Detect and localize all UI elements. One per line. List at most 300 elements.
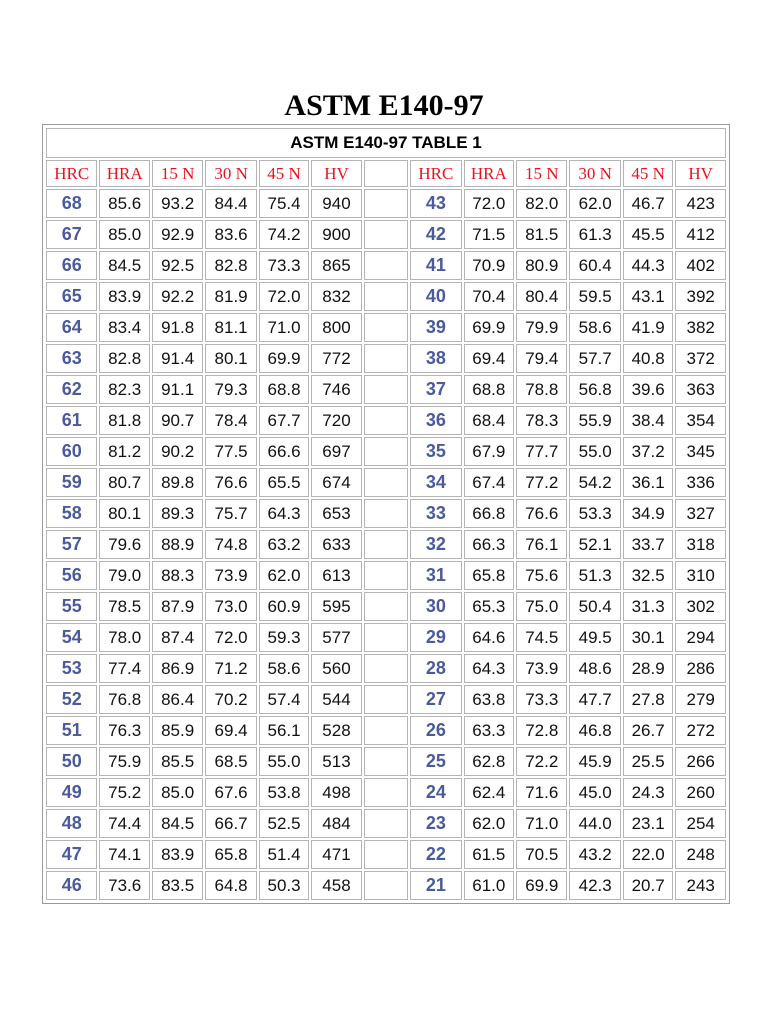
left-30n-cell: 65.8 — [205, 840, 256, 869]
gap-cell — [364, 716, 408, 745]
right-45n-cell: 45.5 — [623, 220, 673, 249]
header-gap — [364, 160, 408, 187]
right-30n-cell: 58.6 — [569, 313, 620, 342]
left-hv-cell: 471 — [311, 840, 361, 869]
right-hrc-cell: 24 — [410, 778, 461, 807]
left-hv-cell: 800 — [311, 313, 361, 342]
right-45n-cell: 46.7 — [623, 189, 673, 218]
right-hrc-cell: 41 — [410, 251, 461, 280]
right-45n-cell: 28.9 — [623, 654, 673, 683]
right-15n-cell: 69.9 — [516, 871, 567, 900]
left-hrc-cell: 62 — [46, 375, 97, 404]
right-30n-cell: 57.7 — [569, 344, 620, 373]
left-hrc-cell: 56 — [46, 561, 97, 590]
left-15n-cell: 86.9 — [152, 654, 203, 683]
left-30n-cell: 76.6 — [205, 468, 256, 497]
right-45n-cell: 36.1 — [623, 468, 673, 497]
right-45n-cell: 37.2 — [623, 437, 673, 466]
left-30n-cell: 67.6 — [205, 778, 256, 807]
gap-cell — [364, 406, 408, 435]
gap-cell — [364, 778, 408, 807]
left-15n-cell: 88.3 — [152, 561, 203, 590]
right-hra-cell: 68.4 — [464, 406, 514, 435]
table-row — [46, 437, 726, 466]
right-hra-cell: 67.4 — [464, 468, 514, 497]
left-hrc-cell: 63 — [46, 344, 97, 373]
left-45n-cell: 66.6 — [259, 437, 309, 466]
gap-cell — [364, 623, 408, 652]
right-15n-cell: 76.6 — [516, 499, 567, 528]
header-hv-right: HV — [675, 160, 726, 187]
right-hrc-cell: 21 — [410, 871, 461, 900]
left-15n-cell: 83.9 — [152, 840, 203, 869]
right-hrc-cell: 37 — [410, 375, 461, 404]
left-hra-cell: 79.6 — [99, 530, 149, 559]
gap-cell — [364, 468, 408, 497]
right-30n-cell: 47.7 — [569, 685, 620, 714]
left-hv-cell: 513 — [311, 747, 361, 776]
gap-cell — [364, 437, 408, 466]
right-hrc-cell: 26 — [410, 716, 461, 745]
right-hv-cell: 363 — [675, 375, 726, 404]
left-hrc-cell: 53 — [46, 654, 97, 683]
right-45n-cell: 24.3 — [623, 778, 673, 807]
table-row — [46, 375, 726, 404]
right-hrc-cell: 22 — [410, 840, 461, 869]
left-15n-cell: 87.9 — [152, 592, 203, 621]
right-30n-cell: 43.2 — [569, 840, 620, 869]
gap-cell — [364, 654, 408, 683]
right-hrc-cell: 28 — [410, 654, 461, 683]
left-hra-cell: 85.0 — [99, 220, 149, 249]
right-hra-cell: 68.8 — [464, 375, 514, 404]
left-45n-cell: 75.4 — [259, 189, 309, 218]
table-row — [46, 592, 726, 621]
right-hrc-cell: 30 — [410, 592, 461, 621]
right-30n-cell: 42.3 — [569, 871, 620, 900]
right-hra-cell: 69.9 — [464, 313, 514, 342]
left-30n-cell: 78.4 — [205, 406, 256, 435]
table-row — [46, 499, 726, 528]
right-hra-cell: 64.3 — [464, 654, 514, 683]
right-hra-cell: 62.4 — [464, 778, 514, 807]
left-45n-cell: 64.3 — [259, 499, 309, 528]
left-hra-cell: 74.1 — [99, 840, 149, 869]
left-45n-cell: 69.9 — [259, 344, 309, 373]
left-30n-cell: 75.7 — [205, 499, 256, 528]
right-30n-cell: 51.3 — [569, 561, 620, 590]
header-hrc-left: HRC — [46, 160, 97, 187]
right-hra-cell: 61.0 — [464, 871, 514, 900]
left-45n-cell: 59.3 — [259, 623, 309, 652]
left-hv-cell: 560 — [311, 654, 361, 683]
left-15n-cell: 89.8 — [152, 468, 203, 497]
left-15n-cell: 84.5 — [152, 809, 203, 838]
right-hv-cell: 294 — [675, 623, 726, 652]
left-45n-cell: 52.5 — [259, 809, 309, 838]
right-hv-cell: 272 — [675, 716, 726, 745]
right-hv-cell: 336 — [675, 468, 726, 497]
left-hra-cell: 76.8 — [99, 685, 149, 714]
table-row — [46, 561, 726, 590]
right-hv-cell: 345 — [675, 437, 726, 466]
left-15n-cell: 91.1 — [152, 375, 203, 404]
right-hrc-cell: 35 — [410, 437, 461, 466]
left-hrc-cell: 57 — [46, 530, 97, 559]
left-30n-cell: 74.8 — [205, 530, 256, 559]
header-30n-right: 30 N — [569, 160, 620, 187]
header-45n-left: 45 N — [259, 160, 309, 187]
right-hrc-cell: 39 — [410, 313, 461, 342]
left-45n-cell: 56.1 — [259, 716, 309, 745]
right-hra-cell: 71.5 — [464, 220, 514, 249]
right-hv-cell: 372 — [675, 344, 726, 373]
right-30n-cell: 52.1 — [569, 530, 620, 559]
left-45n-cell: 55.0 — [259, 747, 309, 776]
left-hra-cell: 75.9 — [99, 747, 149, 776]
right-45n-cell: 32.5 — [623, 561, 673, 590]
right-30n-cell: 54.2 — [569, 468, 620, 497]
left-30n-cell: 83.6 — [205, 220, 256, 249]
left-hra-cell: 82.3 — [99, 375, 149, 404]
left-hv-cell: 528 — [311, 716, 361, 745]
gap-cell — [364, 189, 408, 218]
table-row — [46, 716, 726, 745]
header-hrc-right: HRC — [410, 160, 461, 187]
left-15n-cell: 89.3 — [152, 499, 203, 528]
left-hrc-cell: 50 — [46, 747, 97, 776]
left-hv-cell: 577 — [311, 623, 361, 652]
gap-cell — [364, 282, 408, 311]
right-15n-cell: 80.9 — [516, 251, 567, 280]
header-45n-right: 45 N — [623, 160, 673, 187]
right-hrc-cell: 36 — [410, 406, 461, 435]
right-hv-cell: 302 — [675, 592, 726, 621]
right-15n-cell: 71.0 — [516, 809, 567, 838]
left-hv-cell: 653 — [311, 499, 361, 528]
table-row — [46, 871, 726, 900]
left-hrc-cell: 49 — [46, 778, 97, 807]
right-30n-cell: 55.9 — [569, 406, 620, 435]
right-15n-cell: 78.3 — [516, 406, 567, 435]
header-15n-right: 15 N — [516, 160, 567, 187]
left-45n-cell: 51.4 — [259, 840, 309, 869]
right-hv-cell: 286 — [675, 654, 726, 683]
right-hra-cell: 62.0 — [464, 809, 514, 838]
right-hv-cell: 266 — [675, 747, 726, 776]
left-hrc-cell: 64 — [46, 313, 97, 342]
left-15n-cell: 92.2 — [152, 282, 203, 311]
gap-cell — [364, 809, 408, 838]
left-45n-cell: 60.9 — [259, 592, 309, 621]
right-15n-cell: 79.4 — [516, 344, 567, 373]
left-15n-cell: 92.5 — [152, 251, 203, 280]
left-45n-cell: 63.2 — [259, 530, 309, 559]
gap-cell — [364, 251, 408, 280]
right-hra-cell: 70.4 — [464, 282, 514, 311]
left-hv-cell: 746 — [311, 375, 361, 404]
left-hrc-cell: 55 — [46, 592, 97, 621]
right-30n-cell: 56.8 — [569, 375, 620, 404]
left-hrc-cell: 48 — [46, 809, 97, 838]
table-row — [46, 282, 726, 311]
left-hra-cell: 79.0 — [99, 561, 149, 590]
right-hv-cell: 318 — [675, 530, 726, 559]
table-row — [46, 840, 726, 869]
right-hv-cell: 423 — [675, 189, 726, 218]
left-30n-cell: 80.1 — [205, 344, 256, 373]
left-15n-cell: 86.4 — [152, 685, 203, 714]
table-row — [46, 778, 726, 807]
left-45n-cell: 72.0 — [259, 282, 309, 311]
right-30n-cell: 55.0 — [569, 437, 620, 466]
left-15n-cell: 87.4 — [152, 623, 203, 652]
column-header-row — [46, 160, 726, 187]
table-row — [46, 654, 726, 683]
left-45n-cell: 73.3 — [259, 251, 309, 280]
right-30n-cell: 48.6 — [569, 654, 620, 683]
left-15n-cell: 90.7 — [152, 406, 203, 435]
right-hrc-cell: 29 — [410, 623, 461, 652]
header-hv-left: HV — [311, 160, 361, 187]
right-15n-cell: 75.6 — [516, 561, 567, 590]
left-hrc-cell: 59 — [46, 468, 97, 497]
left-45n-cell: 71.0 — [259, 313, 309, 342]
right-hrc-cell: 33 — [410, 499, 461, 528]
left-15n-cell: 93.2 — [152, 189, 203, 218]
left-hra-cell: 76.3 — [99, 716, 149, 745]
right-hv-cell: 254 — [675, 809, 726, 838]
table-row — [46, 344, 726, 373]
left-hv-cell: 484 — [311, 809, 361, 838]
right-15n-cell: 82.0 — [516, 189, 567, 218]
right-30n-cell: 61.3 — [569, 220, 620, 249]
left-hv-cell: 697 — [311, 437, 361, 466]
header-hra-left: HRA — [99, 160, 149, 187]
left-hrc-cell: 47 — [46, 840, 97, 869]
left-hra-cell: 75.2 — [99, 778, 149, 807]
table-row — [46, 468, 726, 497]
right-hra-cell: 64.6 — [464, 623, 514, 652]
right-hrc-cell: 34 — [410, 468, 461, 497]
left-hv-cell: 865 — [311, 251, 361, 280]
right-15n-cell: 80.4 — [516, 282, 567, 311]
left-hv-cell: 458 — [311, 871, 361, 900]
left-30n-cell: 79.3 — [205, 375, 256, 404]
left-hv-cell: 900 — [311, 220, 361, 249]
left-hv-cell: 674 — [311, 468, 361, 497]
left-hra-cell: 82.8 — [99, 344, 149, 373]
table-caption: ASTM E140-97 TABLE 1 — [46, 128, 726, 158]
right-45n-cell: 20.7 — [623, 871, 673, 900]
left-hra-cell: 78.5 — [99, 592, 149, 621]
right-45n-cell: 40.8 — [623, 344, 673, 373]
right-hra-cell: 67.9 — [464, 437, 514, 466]
header-15n-left: 15 N — [152, 160, 203, 187]
right-hra-cell: 69.4 — [464, 344, 514, 373]
right-45n-cell: 26.7 — [623, 716, 673, 745]
left-15n-cell: 85.9 — [152, 716, 203, 745]
table-row — [46, 747, 726, 776]
left-hv-cell: 613 — [311, 561, 361, 590]
right-hv-cell: 402 — [675, 251, 726, 280]
left-hv-cell: 595 — [311, 592, 361, 621]
left-30n-cell: 77.5 — [205, 437, 256, 466]
left-45n-cell: 74.2 — [259, 220, 309, 249]
left-45n-cell: 67.7 — [259, 406, 309, 435]
right-15n-cell: 78.8 — [516, 375, 567, 404]
gap-cell — [364, 499, 408, 528]
table-caption-row — [46, 128, 726, 158]
left-30n-cell: 73.9 — [205, 561, 256, 590]
left-30n-cell: 71.2 — [205, 654, 256, 683]
left-15n-cell: 83.5 — [152, 871, 203, 900]
gap-cell — [364, 561, 408, 590]
gap-cell — [364, 871, 408, 900]
left-15n-cell: 91.4 — [152, 344, 203, 373]
left-hrc-cell: 65 — [46, 282, 97, 311]
left-30n-cell: 73.0 — [205, 592, 256, 621]
right-30n-cell: 45.9 — [569, 747, 620, 776]
left-30n-cell: 81.1 — [205, 313, 256, 342]
table-row — [46, 406, 726, 435]
gap-cell — [364, 344, 408, 373]
gap-cell — [364, 220, 408, 249]
left-hv-cell: 720 — [311, 406, 361, 435]
left-45n-cell: 65.5 — [259, 468, 309, 497]
right-hv-cell: 279 — [675, 685, 726, 714]
left-30n-cell: 68.5 — [205, 747, 256, 776]
left-hv-cell: 633 — [311, 530, 361, 559]
left-hra-cell: 80.1 — [99, 499, 149, 528]
left-30n-cell: 72.0 — [205, 623, 256, 652]
left-15n-cell: 92.9 — [152, 220, 203, 249]
left-hra-cell: 74.4 — [99, 809, 149, 838]
table-row — [46, 251, 726, 280]
header-30n-left: 30 N — [205, 160, 256, 187]
right-45n-cell: 27.8 — [623, 685, 673, 714]
right-15n-cell: 79.9 — [516, 313, 567, 342]
table-row — [46, 189, 726, 218]
right-45n-cell: 23.1 — [623, 809, 673, 838]
left-hv-cell: 832 — [311, 282, 361, 311]
right-hv-cell: 392 — [675, 282, 726, 311]
right-hra-cell: 62.8 — [464, 747, 514, 776]
right-30n-cell: 62.0 — [569, 189, 620, 218]
left-hrc-cell: 54 — [46, 623, 97, 652]
right-45n-cell: 44.3 — [623, 251, 673, 280]
right-45n-cell: 25.5 — [623, 747, 673, 776]
right-30n-cell: 44.0 — [569, 809, 620, 838]
right-hrc-cell: 40 — [410, 282, 461, 311]
right-hv-cell: 327 — [675, 499, 726, 528]
gap-cell — [364, 685, 408, 714]
left-15n-cell: 90.2 — [152, 437, 203, 466]
left-15n-cell: 85.0 — [152, 778, 203, 807]
left-45n-cell: 68.8 — [259, 375, 309, 404]
right-hra-cell: 66.8 — [464, 499, 514, 528]
gap-cell — [364, 530, 408, 559]
left-45n-cell: 57.4 — [259, 685, 309, 714]
right-hrc-cell: 31 — [410, 561, 461, 590]
gap-cell — [364, 840, 408, 869]
right-hrc-cell: 43 — [410, 189, 461, 218]
table-body — [46, 189, 726, 900]
table-row — [46, 530, 726, 559]
right-hv-cell: 248 — [675, 840, 726, 869]
left-hrc-cell: 46 — [46, 871, 97, 900]
right-45n-cell: 33.7 — [623, 530, 673, 559]
left-hra-cell: 78.0 — [99, 623, 149, 652]
right-45n-cell: 38.4 — [623, 406, 673, 435]
table-row — [46, 685, 726, 714]
right-hra-cell: 63.8 — [464, 685, 514, 714]
right-30n-cell: 45.0 — [569, 778, 620, 807]
table-row — [46, 623, 726, 652]
right-30n-cell: 50.4 — [569, 592, 620, 621]
right-hrc-cell: 42 — [410, 220, 461, 249]
left-30n-cell: 70.2 — [205, 685, 256, 714]
right-15n-cell: 71.6 — [516, 778, 567, 807]
right-30n-cell: 60.4 — [569, 251, 620, 280]
right-hv-cell: 412 — [675, 220, 726, 249]
right-hra-cell: 61.5 — [464, 840, 514, 869]
left-30n-cell: 81.9 — [205, 282, 256, 311]
left-hrc-cell: 52 — [46, 685, 97, 714]
right-hrc-cell: 25 — [410, 747, 461, 776]
right-hrc-cell: 32 — [410, 530, 461, 559]
left-15n-cell: 91.8 — [152, 313, 203, 342]
left-30n-cell: 69.4 — [205, 716, 256, 745]
right-30n-cell: 49.5 — [569, 623, 620, 652]
right-15n-cell: 72.2 — [516, 747, 567, 776]
right-15n-cell: 72.8 — [516, 716, 567, 745]
right-hra-cell: 72.0 — [464, 189, 514, 218]
right-15n-cell: 81.5 — [516, 220, 567, 249]
right-hv-cell: 354 — [675, 406, 726, 435]
left-hrc-cell: 68 — [46, 189, 97, 218]
left-hra-cell: 77.4 — [99, 654, 149, 683]
hardness-conversion-table — [44, 126, 728, 902]
left-hv-cell: 940 — [311, 189, 361, 218]
right-30n-cell: 59.5 — [569, 282, 620, 311]
right-hra-cell: 65.3 — [464, 592, 514, 621]
left-hv-cell: 544 — [311, 685, 361, 714]
left-hrc-cell: 60 — [46, 437, 97, 466]
left-hra-cell: 80.7 — [99, 468, 149, 497]
right-45n-cell: 39.6 — [623, 375, 673, 404]
table-row — [46, 220, 726, 249]
right-hv-cell: 260 — [675, 778, 726, 807]
left-45n-cell: 50.3 — [259, 871, 309, 900]
document-title: ASTM E140-97 — [284, 89, 484, 122]
left-hv-cell: 772 — [311, 344, 361, 373]
left-hra-cell: 85.6 — [99, 189, 149, 218]
table-row — [46, 313, 726, 342]
right-30n-cell: 46.8 — [569, 716, 620, 745]
left-15n-cell: 88.9 — [152, 530, 203, 559]
right-30n-cell: 53.3 — [569, 499, 620, 528]
left-30n-cell: 82.8 — [205, 251, 256, 280]
left-hra-cell: 81.2 — [99, 437, 149, 466]
left-hra-cell: 84.5 — [99, 251, 149, 280]
right-15n-cell: 73.9 — [516, 654, 567, 683]
left-hrc-cell: 67 — [46, 220, 97, 249]
right-15n-cell: 75.0 — [516, 592, 567, 621]
hardness-conversion-table-frame — [42, 124, 730, 904]
header-hra-right: HRA — [464, 160, 514, 187]
left-hrc-cell: 61 — [46, 406, 97, 435]
